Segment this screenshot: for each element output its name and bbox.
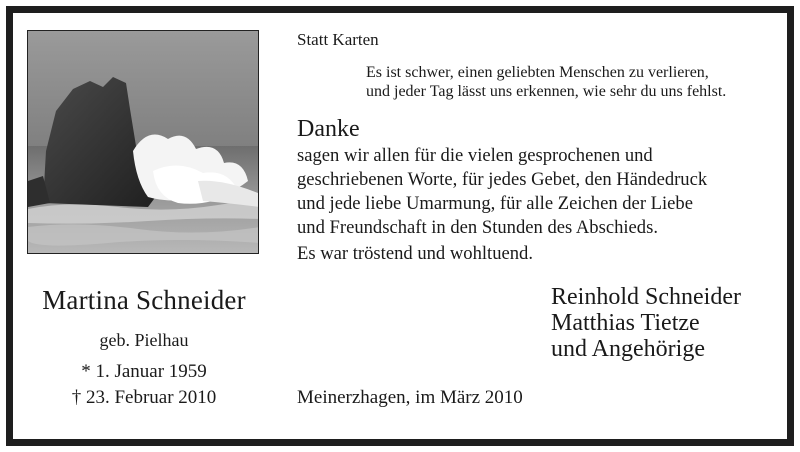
thanks-paragraph bbox=[297, 144, 707, 240]
signatures-block bbox=[551, 284, 741, 362]
quote-line: und jeder Tag lässt uns erkennen, wie sehr du uns fehlst. bbox=[366, 83, 727, 100]
thanks-line: und jede liebe Umarmung, für alle Zeichen der Liebe bbox=[297, 193, 693, 214]
quote-block bbox=[366, 63, 726, 101]
rock-in-surf-photo bbox=[27, 30, 259, 254]
signature-name: und Angehörige bbox=[551, 336, 705, 362]
thanks-line: und Freundschaft in den Stunden des Abschieds. bbox=[297, 217, 658, 238]
signature-name: Matthias Tietze bbox=[551, 310, 700, 336]
thanks-heading: Danke bbox=[297, 116, 360, 142]
death-date: † 23. Februar 2010 bbox=[71, 387, 217, 408]
intro-line: Statt Karten bbox=[297, 30, 379, 49]
signature-name: Reinhold Schneider bbox=[551, 284, 741, 310]
deceased-name: Martina Schneider bbox=[42, 285, 246, 315]
quote-line: Es ist schwer, einen geliebten Menschen zu verlieren, bbox=[366, 64, 709, 81]
closing-line: Es war tröstend und wohltuend. bbox=[297, 243, 533, 264]
maiden-name: geb. Pielhau bbox=[99, 330, 189, 350]
birth-date: * 1. Januar 1959 bbox=[81, 361, 207, 382]
place-date-line: Meinerzhagen, im März 2010 bbox=[297, 387, 523, 408]
rock-in-surf-image bbox=[28, 31, 259, 254]
thanks-line: sagen wir allen für die vielen gesprochenen und bbox=[297, 145, 653, 166]
thanks-line: geschriebenen Worte, für jedes Gebet, den Händedruck bbox=[297, 169, 708, 190]
